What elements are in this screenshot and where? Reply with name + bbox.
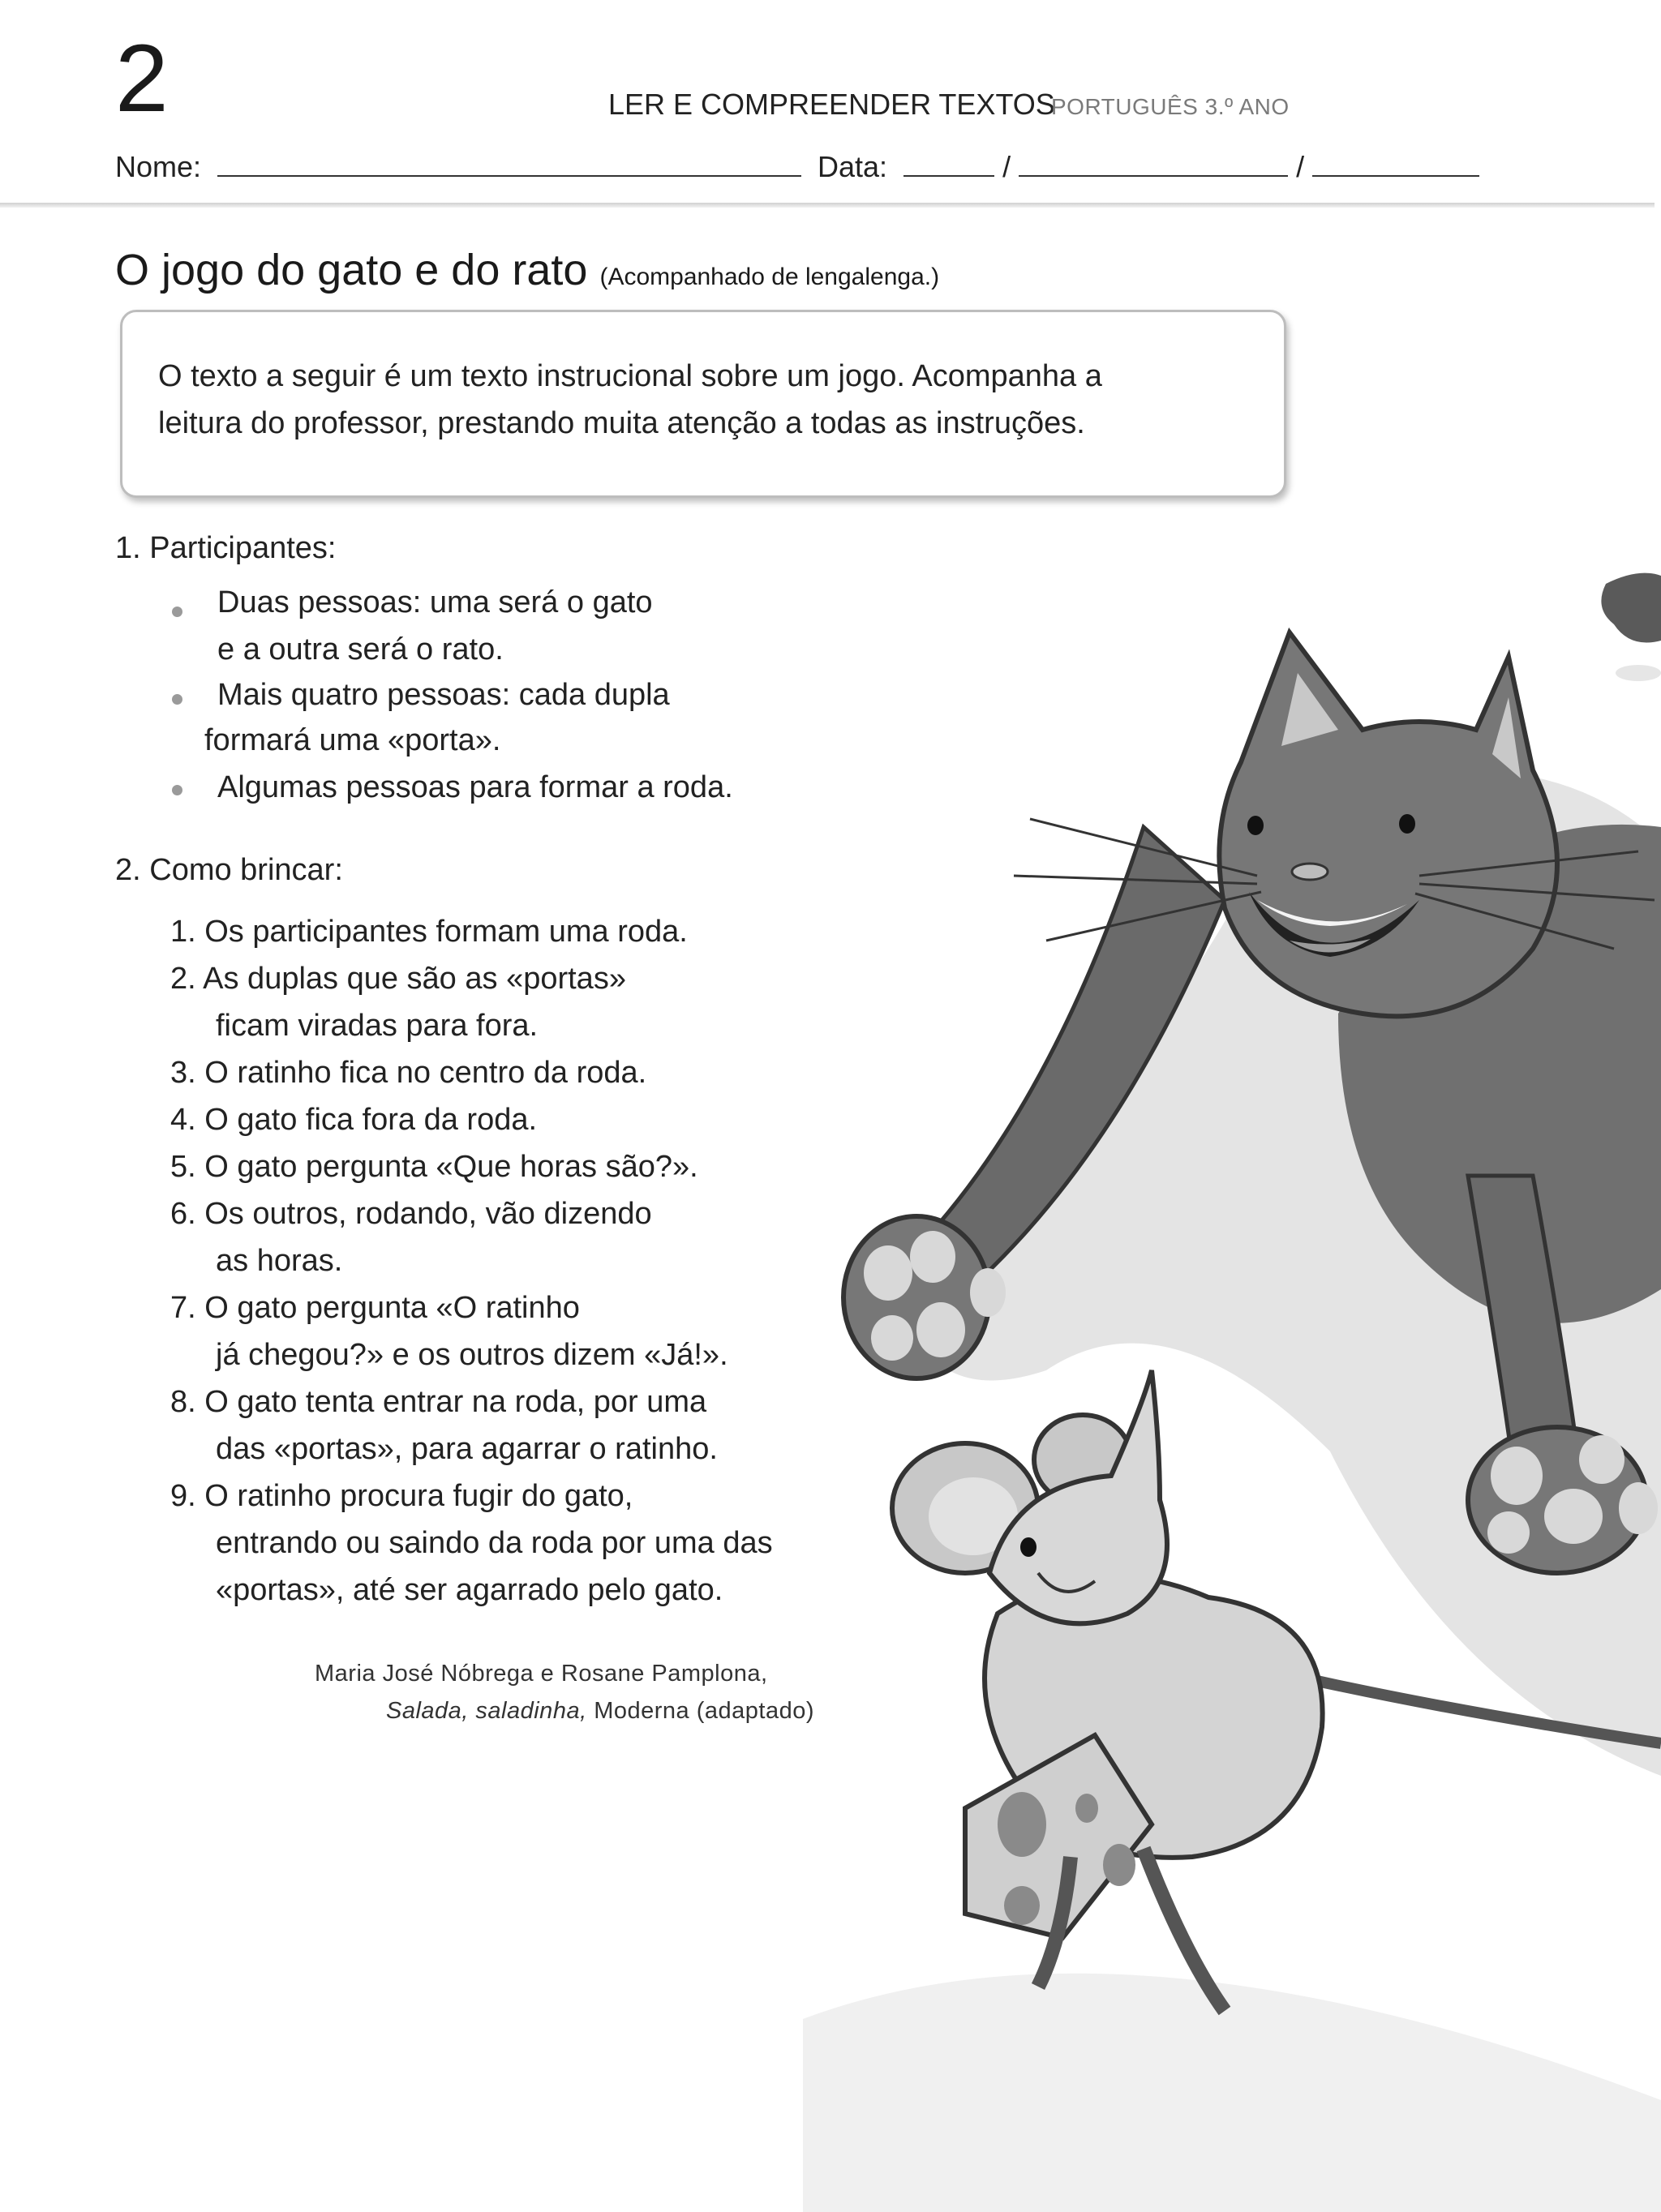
list-item-cont: e a outra será o rato.: [217, 632, 504, 667]
step-item: 6. Os outros, rodando, vão dizendo: [170, 1197, 652, 1231]
date-year-blank: [1312, 149, 1479, 177]
header-divider: [0, 203, 1655, 208]
header-title: LER E COMPREENDER TEXTOS: [608, 88, 1055, 121]
step-item: 2. As duplas que são as «portas»: [170, 962, 626, 996]
step-item-cont: as horas.: [216, 1244, 343, 1278]
list-item: Duas pessoas: uma será o gato: [217, 585, 653, 619]
step-item: 8. O gato tenta entrar na roda, por uma: [170, 1385, 707, 1419]
name-blank: [217, 149, 801, 177]
bullet-icon: [172, 785, 182, 795]
document-title: [115, 245, 939, 295]
step-item: 1. Os participantes formam uma roda.: [170, 915, 688, 949]
step-item-cont: já chegou?» e os outros dizem «Já!».: [216, 1338, 728, 1372]
step-item: 4. O gato fica fora da roda.: [170, 1103, 538, 1137]
step-item-cont: ficam viradas para fora.: [216, 1009, 539, 1043]
step-item: 3. O ratinho fica no centro da roda.: [170, 1056, 647, 1090]
credit-source: [386, 1698, 814, 1725]
bullet-icon: [172, 607, 182, 617]
cat-and-mouse-illustration: [803, 559, 1661, 2212]
step-item: 5. O gato pergunta «Que horas são?».: [170, 1150, 698, 1184]
intro-box: [120, 310, 1286, 498]
date-label: Data:: [818, 150, 888, 183]
date-day-blank: [903, 149, 994, 177]
step-item: 7. O gato pergunta «O ratinho: [170, 1291, 580, 1325]
step-item-cont: «portas», até ser agarrado pelo gato.: [216, 1573, 723, 1607]
intro-line: O texto a seguir é um texto instrucional sobre um jogo. Acompanha a: [158, 359, 1102, 393]
name-field: [115, 149, 801, 184]
credit-authors: Maria José Nóbrega e Rosane Pamplona,: [315, 1661, 768, 1687]
bullet-icon: [172, 694, 182, 705]
date-separator: /: [1296, 150, 1305, 183]
step-item-cont: das «portas», para agarrar o ratinho.: [216, 1432, 718, 1466]
intro-line: leitura do professor, prestando muita atenção a todas as instruções.: [158, 406, 1085, 440]
section-how-to-play-heading: 2. Como brincar:: [115, 853, 343, 887]
date-field: [818, 149, 1479, 184]
step-item-cont: entrando ou saindo da roda por uma das: [216, 1526, 773, 1560]
step-item: 9. O ratinho procura fugir do gato,: [170, 1479, 633, 1513]
list-item-cont: formará uma «porta».: [204, 723, 501, 757]
page-number: 2: [115, 25, 169, 132]
title-note: (Acompanhado de lengalenga.): [599, 264, 940, 290]
section-participants-heading: 1. Participantes:: [115, 531, 337, 565]
list-item: Mais quatro pessoas: cada dupla: [217, 678, 670, 712]
title-main: O jogo do gato e do rato: [115, 246, 588, 294]
date-month-blank: [1019, 149, 1288, 177]
name-label: Nome:: [115, 150, 202, 183]
header-subject: PORTUGUÊS 3.º ANO: [1051, 94, 1290, 119]
list-item: Algumas pessoas para formar a roda.: [217, 770, 733, 804]
date-separator: /: [1002, 150, 1011, 183]
credit-book-title: Salada, saladinha,: [386, 1698, 587, 1724]
credit-publisher: Moderna (adaptado): [586, 1698, 814, 1724]
